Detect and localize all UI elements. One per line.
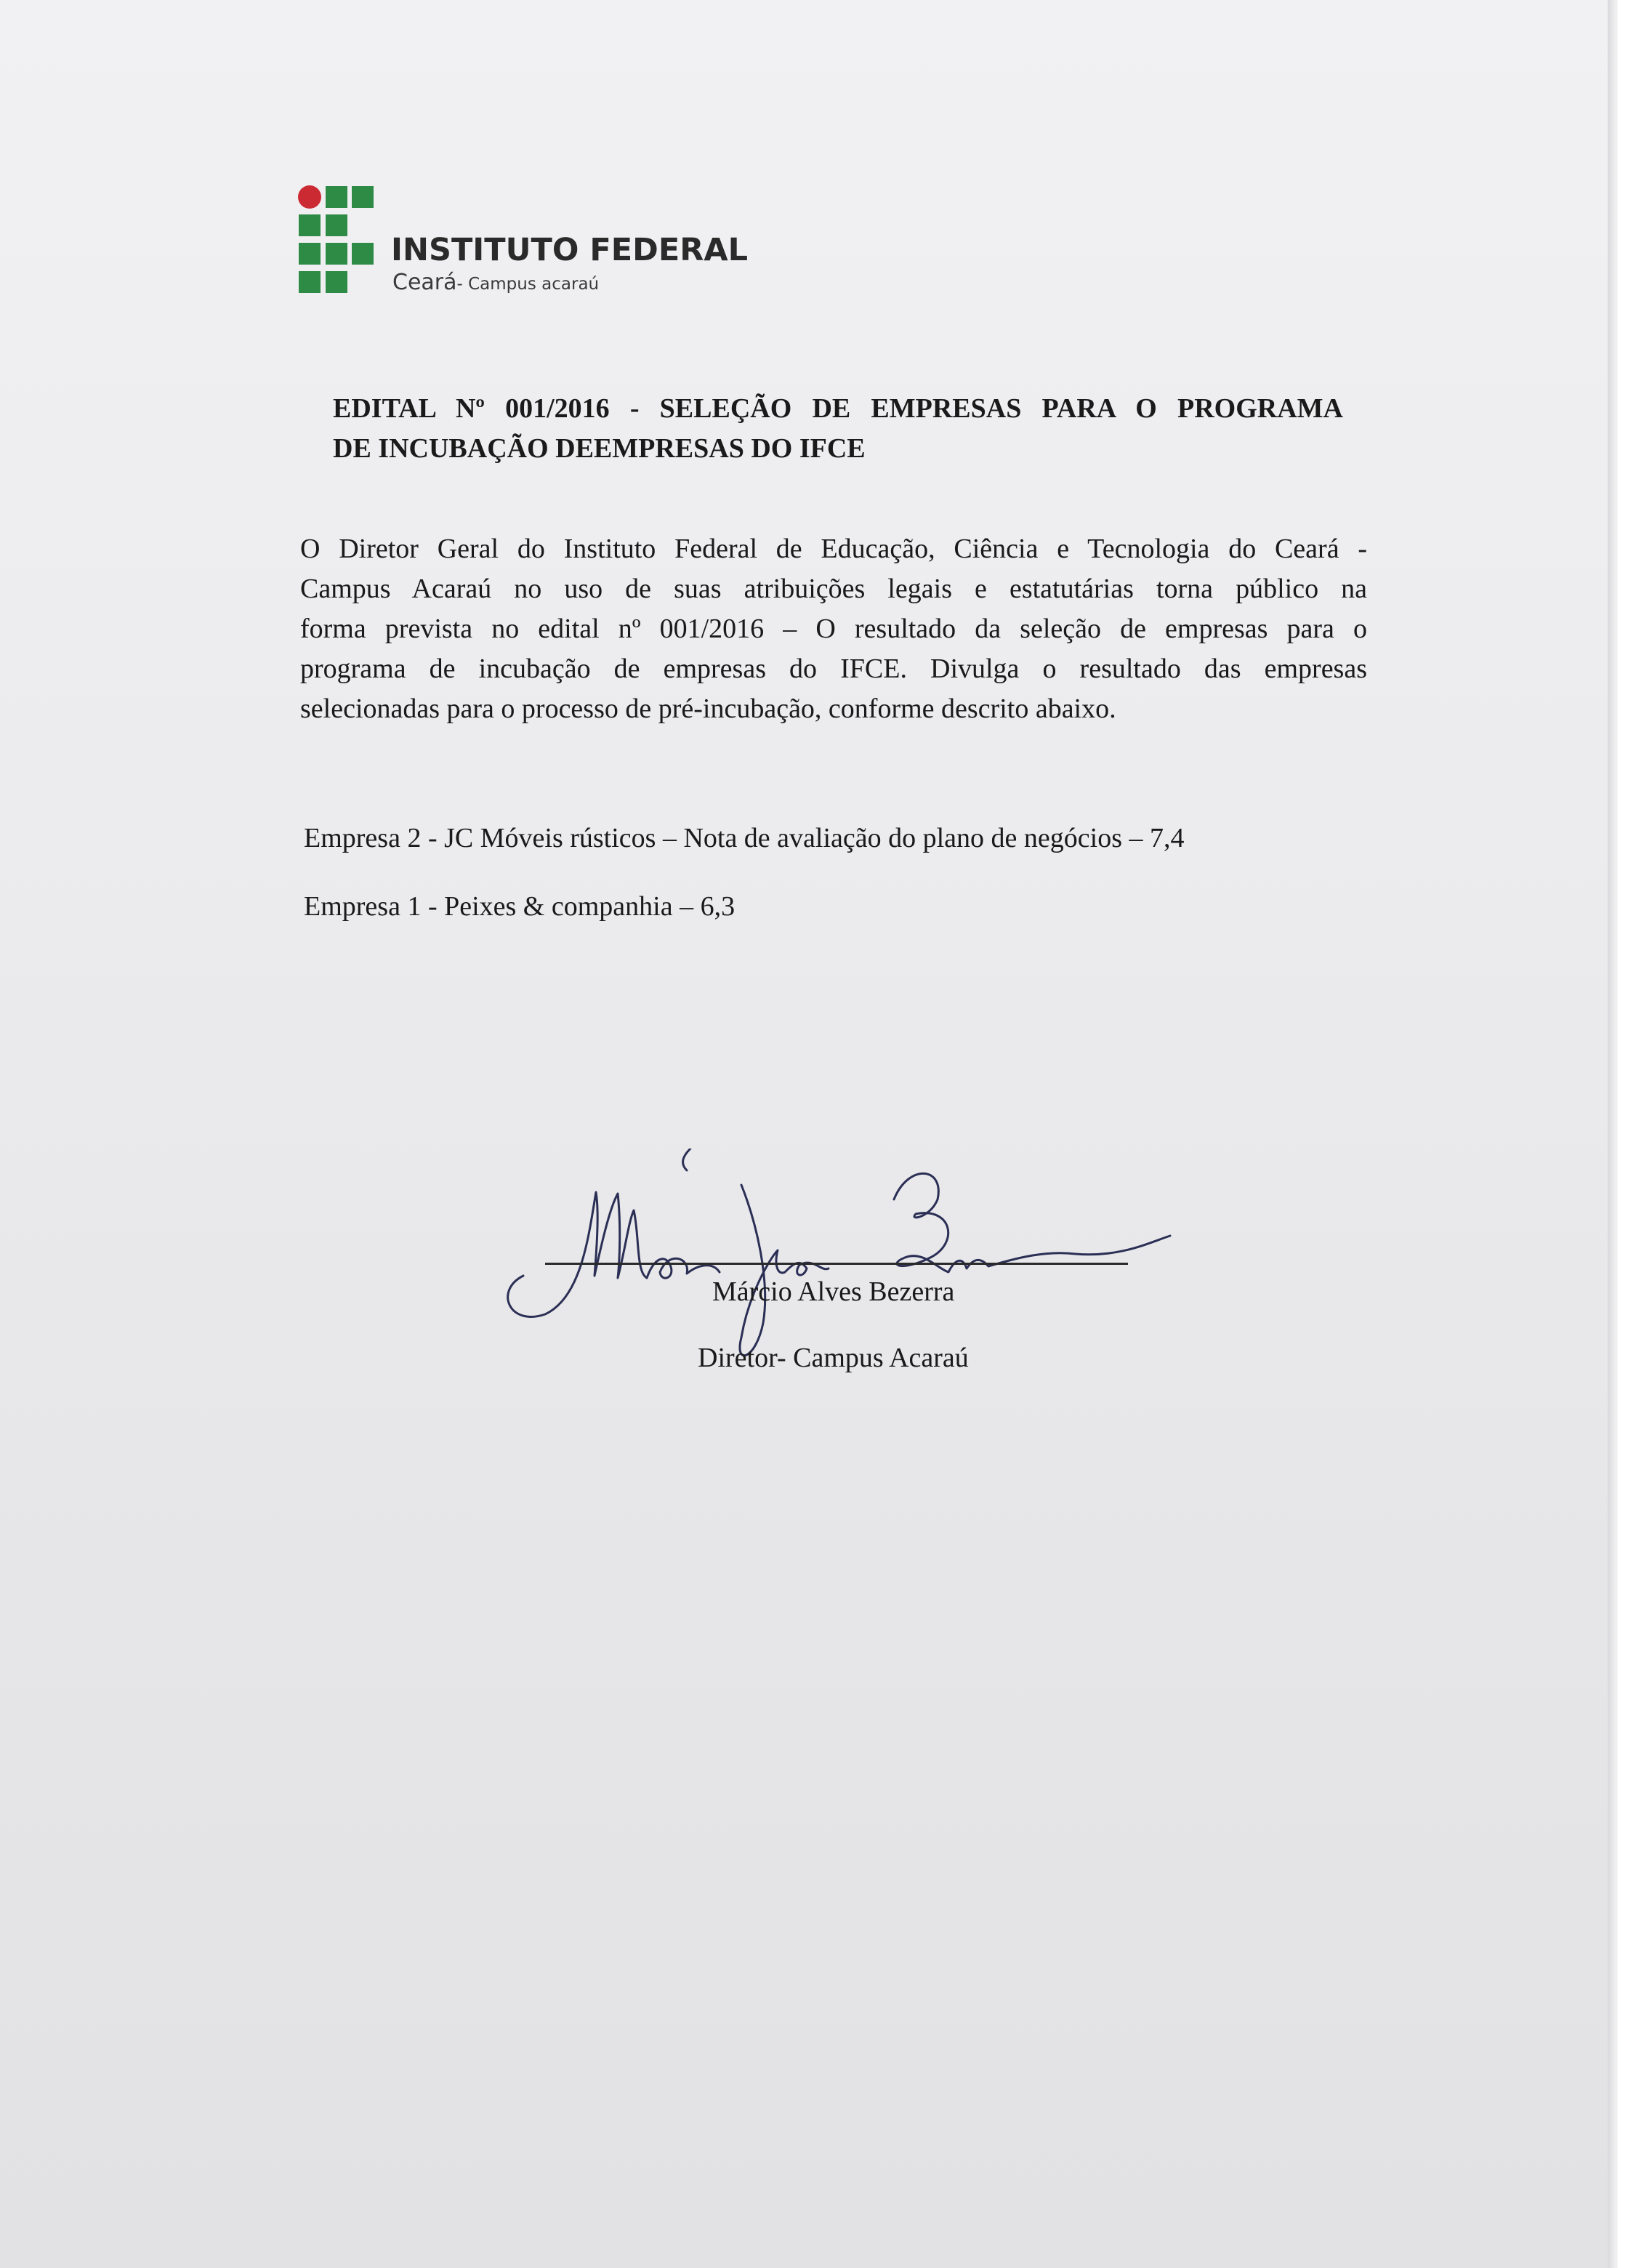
logo-square [299,243,321,265]
intro-line: forma prevista no edital nº 001/2016 – O resultado da seleção de empresas para o [300,614,1367,644]
result-company-1: Empresa 1 - Peixes & companhia – 6,3 [304,891,736,922]
logo-square [326,186,347,208]
page-edge-shadow [1608,0,1618,2268]
logo-square [352,186,374,208]
logo-square [326,243,347,265]
intro-line: selecionadas para o processo de pré-incubação, conforme descrito abaixo. [300,693,1116,724]
signature-stroke [740,1185,829,1356]
logo-subtitle-state: Ceará [392,270,457,295]
logo-square [299,214,321,236]
logo-subtitle [392,270,599,295]
logo-square [299,271,321,293]
intro-line: Campus Acaraú no uso de suas atribuições legais e estatutárias torna público na [300,574,1367,604]
logo-red-dot [298,185,321,209]
signature-stroke [508,1192,647,1316]
result-company-2: Empresa 2 - JC Móveis rústicos – Nota de avaliação do plano de negócios – 7,4 [304,823,1185,853]
intro-paragraph [300,529,1367,729]
heading-line-1: EDITAL Nº 001/2016 - SELEÇÃO DE EMPRESAS PARA O PROGRAMA [333,393,1343,424]
logo-title: INSTITUTO FEDERAL [391,232,748,268]
signatory-name: Márcio Alves Bezerra [712,1276,955,1307]
logo-square [326,271,347,293]
signatory-role: Diretor- Campus Acaraú [698,1343,969,1373]
intro-line: programa de incubação de empresas do IFCE. Divulga o resultado das empresas [300,654,1367,684]
heading-line-2: DE INCUBAÇÃO DEEMPRESAS DO IFCE [333,433,866,464]
logo-square [352,243,374,265]
document-heading [333,389,1343,469]
signature-stroke [647,1258,720,1278]
logo-subtitle-campus: - Campus acaraú [456,275,600,294]
institute-logo [298,185,749,302]
signature-stroke [894,1173,1170,1272]
logo-square [326,214,347,236]
signature-line [545,1263,1128,1265]
signature-stroke [683,1149,690,1170]
intro-line: O Diretor Geral do Instituto Federal de Educação, Ciência e Tecnologia do Ceará - [300,534,1367,564]
